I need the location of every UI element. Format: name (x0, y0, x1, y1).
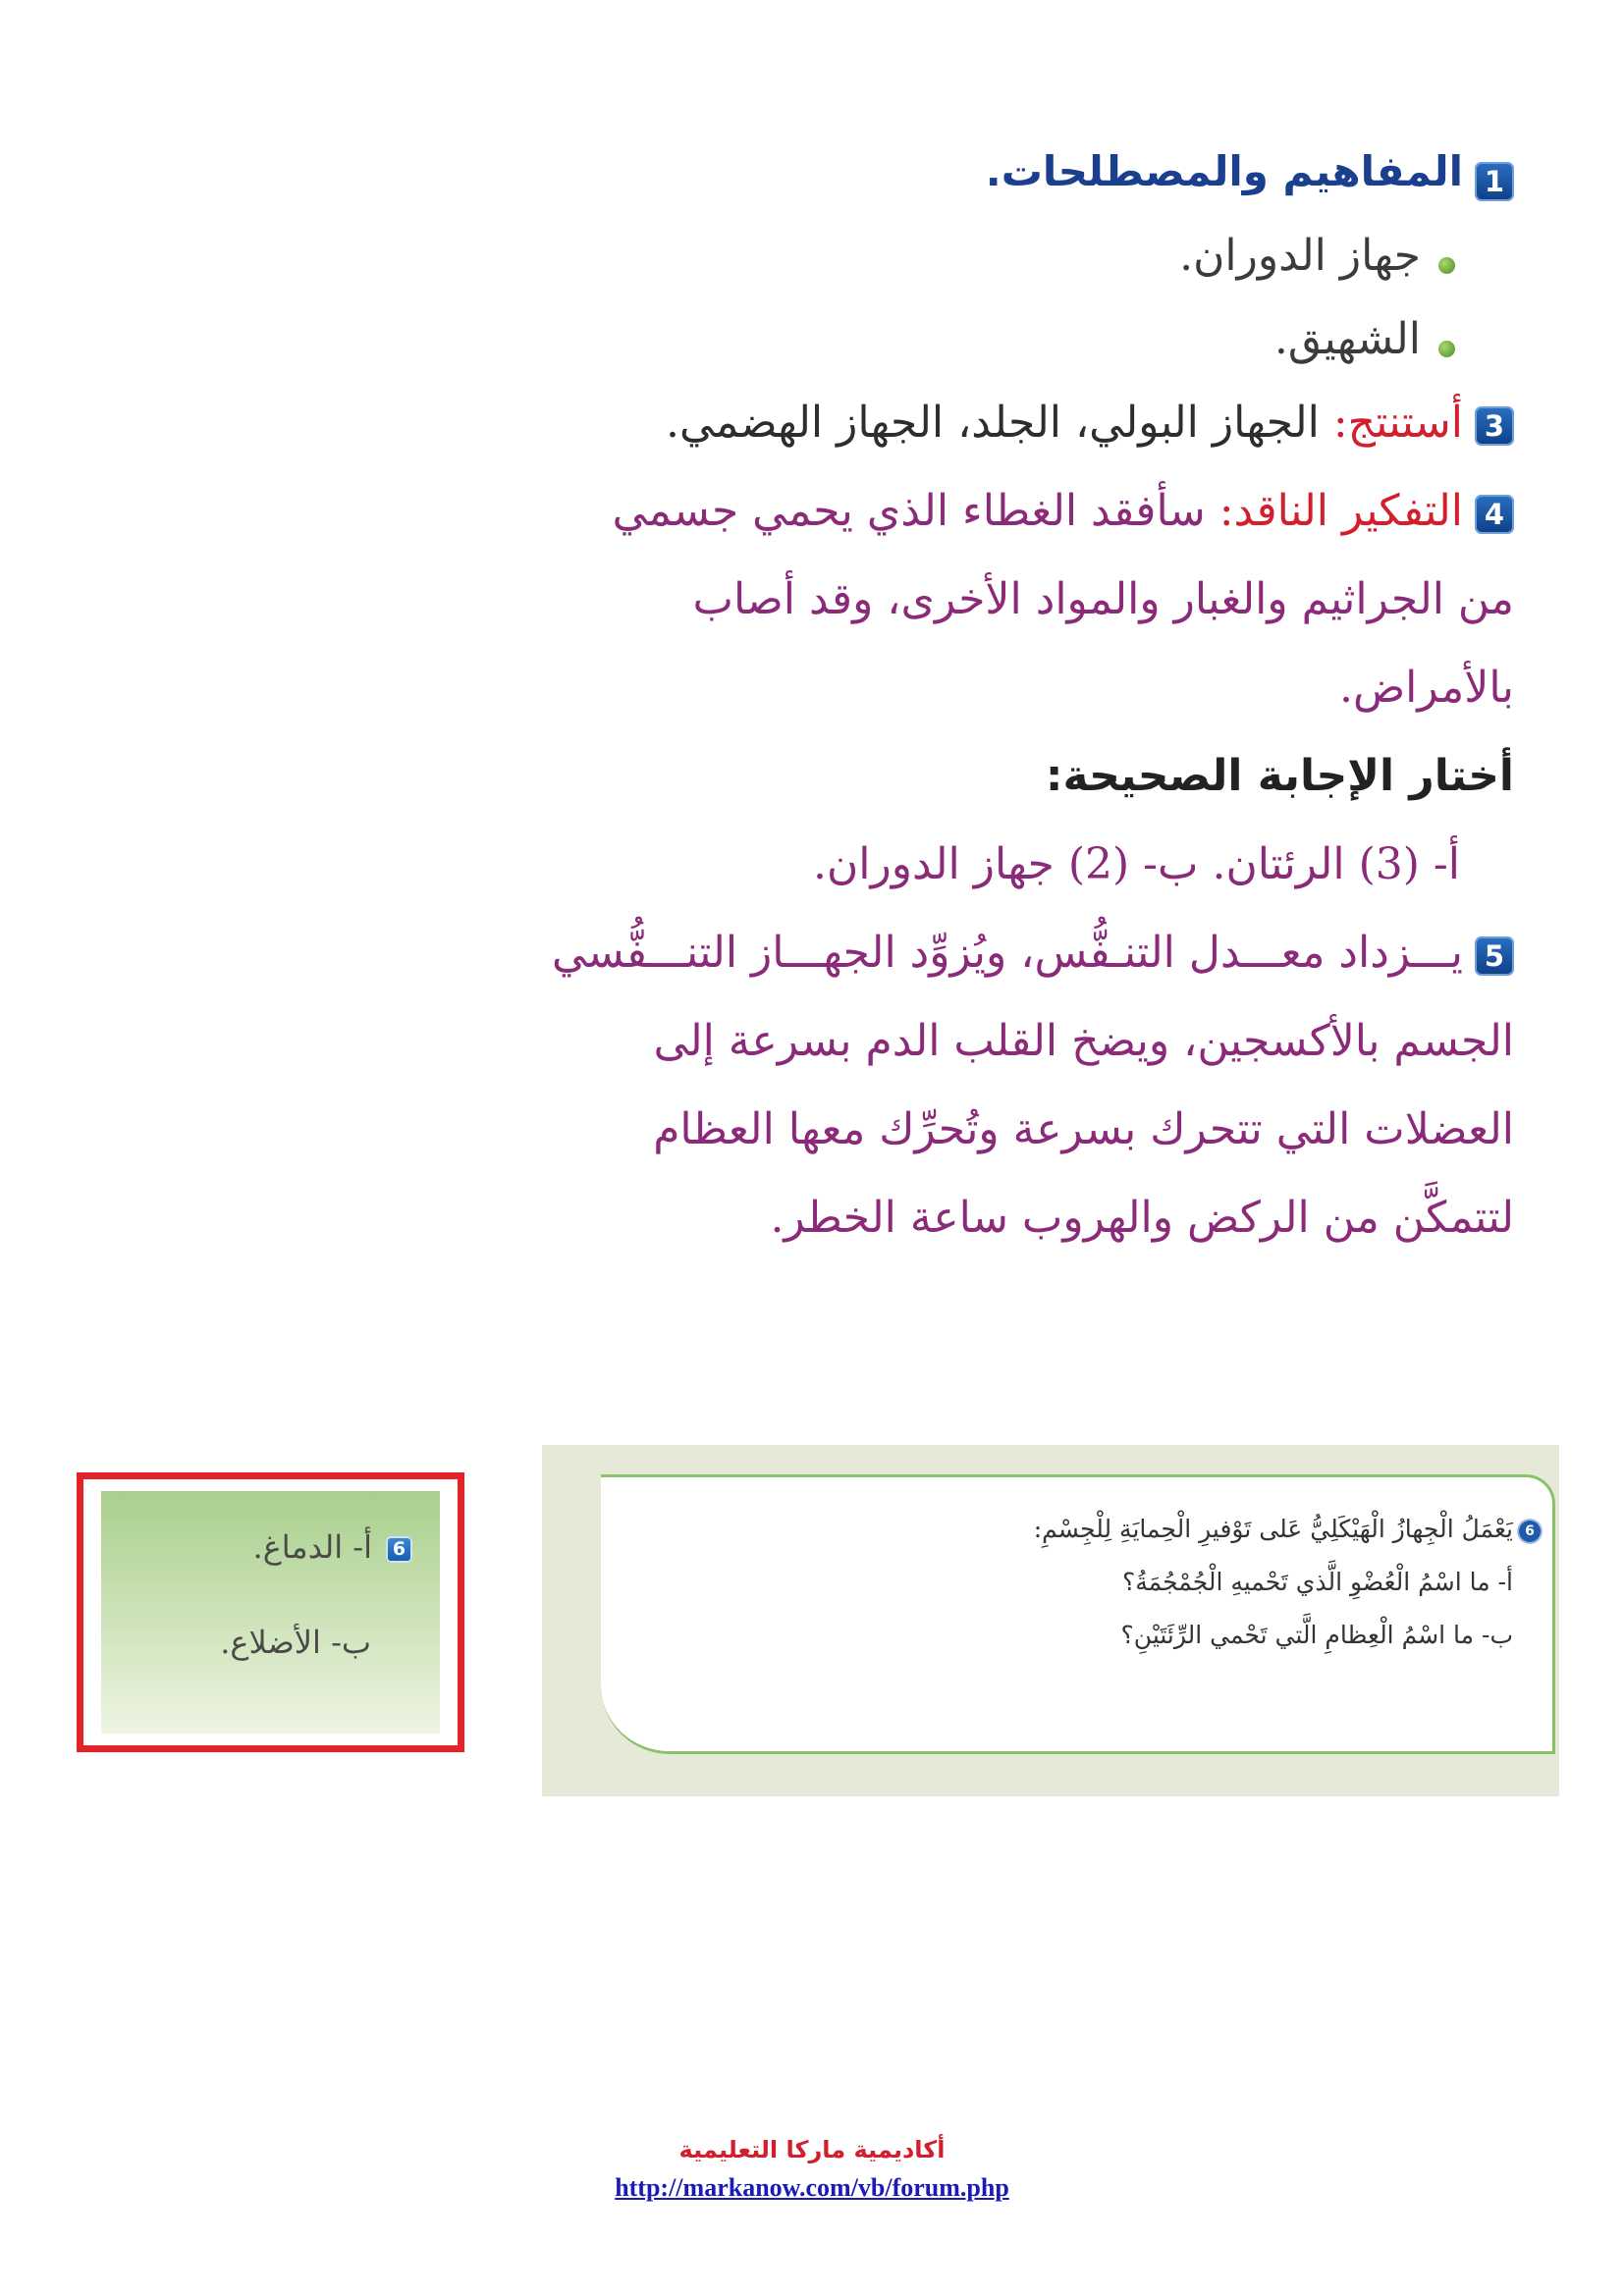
concepts-heading: المفاهيم والمصطلحات. (985, 147, 1463, 195)
answer-line-b: ب- الأضلاع. (220, 1624, 371, 1661)
section-number-badge: 4 (1475, 495, 1514, 534)
list-item: جهاز الدوران. (1179, 231, 1455, 281)
critical-thinking-line: من الجراثيم والغبار والمواد الأخرى، وقد أصاب (692, 574, 1514, 624)
choose-heading: أختار الإجابة الصحيحة: (1045, 751, 1514, 801)
bullet-icon (1438, 257, 1455, 274)
answer-box (77, 1472, 464, 1752)
textbook-question-card (601, 1474, 1555, 1754)
textbook-question-panel (542, 1445, 1559, 1796)
section5-line: الجسم بالأكسجين، ويضخ القلب الدم بسرعة إلى (653, 1016, 1514, 1066)
section5-line: العضلات التي تتحرك بسرعة وتُحرِّك معها العظام (653, 1104, 1514, 1154)
forum-link[interactable]: http://markanow.com/vb/forum.php (615, 2173, 1009, 2202)
answer-box-panel (101, 1491, 440, 1734)
section-number-badge: 5 (1475, 936, 1514, 976)
infer-label: أستنتج: (1332, 398, 1463, 448)
answer-line-a: 6أ- الدماغ. (253, 1528, 412, 1566)
footer-link-row (0, 2173, 1624, 2203)
choose-answer: أ- (3) الرئتان. ب- (2) جهاز الدوران. (813, 839, 1460, 889)
infer-answer: الجهاز البولي، الجلد، الجهاز الهضمي. (665, 398, 1320, 448)
bullet-icon (1438, 341, 1455, 357)
question-part-a: أ- ما اسْمُ الْعُضْوِ الَّذي تَحْميهِ الْجُمْجُمَةُ؟ (1122, 1568, 1513, 1596)
section5-line: لتتمكَّن من الركض والهروب ساعة الخطر. (770, 1193, 1514, 1243)
question-part-b: ب- ما اسْمُ الْعِظامِ الَّتي تَحْمي الرِّئَتَيْنِ؟ (1120, 1621, 1513, 1649)
concepts-heading-row (986, 147, 1514, 201)
section5-row: 5يـــزداد معـــدل التنـفُّس، ويُزوِّد الجهـــاز التنـــفُّسي (552, 928, 1514, 978)
critical-thinking-label: التفكير الناقد: (1218, 486, 1463, 536)
section-number-badge: 1 (1475, 162, 1514, 201)
list-item: الشهيق. (1274, 314, 1455, 364)
critical-thinking-line: بالأمراض. (1339, 663, 1514, 713)
question-number-badge: 6 (1519, 1521, 1541, 1542)
critical-thinking-row: 4التفكير الناقد: سأفقد الغطاء الذي يحمي جسمي (613, 486, 1514, 536)
question-number-badge: 6 (386, 1536, 412, 1563)
academy-name: أكاديمية ماركا التعليمية (678, 2136, 946, 2163)
question-stem: 6يَعْمَلُ الْجِهازُ الْهَيْكَلِيُّ عَلى تَوْفيرِ الْحِمايَةِ لِلْجِسْمِ: (1034, 1515, 1541, 1543)
section-number-badge: 3 (1475, 406, 1514, 446)
infer-row (666, 398, 1514, 448)
